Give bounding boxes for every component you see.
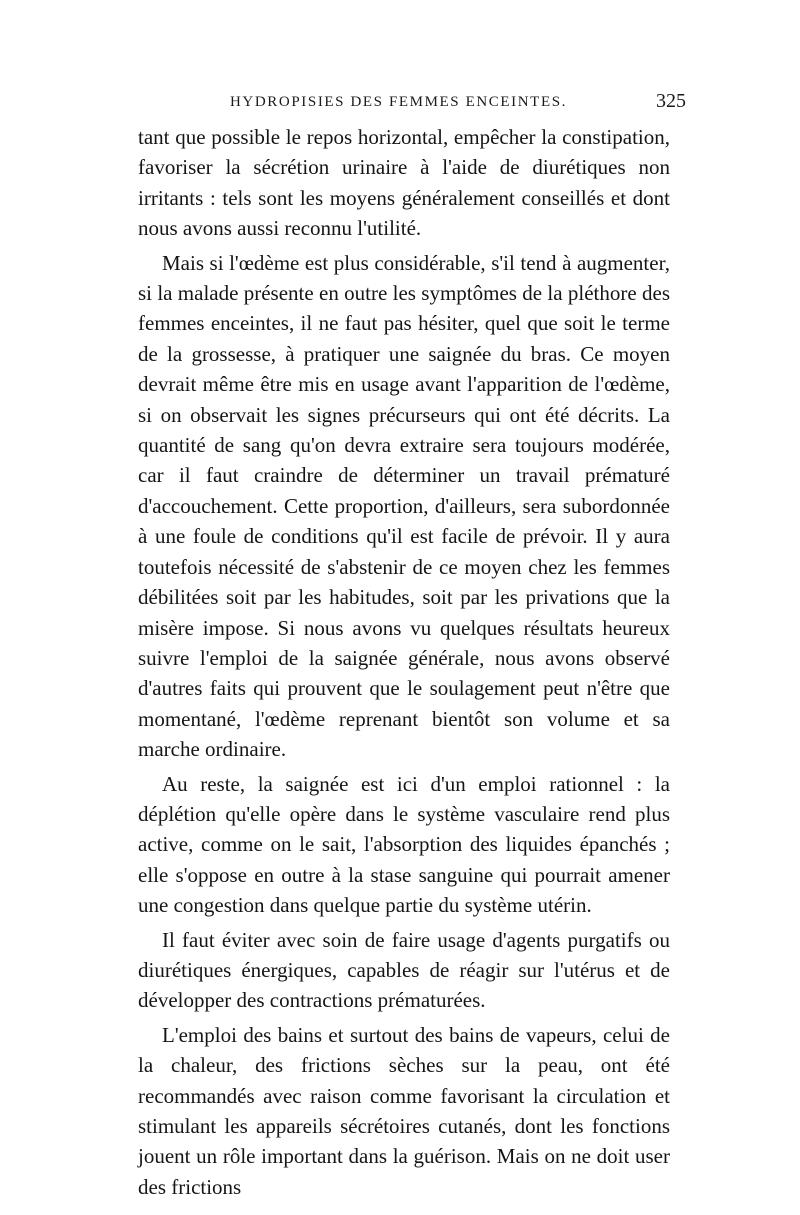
paragraph-saignee: Mais si l'œdème est plus considérable, s'il tend à augmenter, si la malade présente en outre les symptômes de la pléthore des femmes enceintes, il ne faut pas hésiter, quel que soit le terme de la grossesse, à pratiquer une saignée du bras. Ce moyen devrait même être mis en usage avant l'apparition de l'œdème, si on observait les signes précurseurs qui ont été décrits. La quantité de sang qu'on devra extraire sera toujours modérée, car il faut craindre de déterminer un travail prématuré d'accouchement. Cette proportion, d'ailleurs, sera subordonnée à une foule de conditions qu'il est facile de prévoir. Il y aura toutefois nécessité de s'abstenir de ce moyen chez les femmes débilitées soit par les habitudes, soit par les privations que la misère impose. Si nous avons vu quelques résultats heureux suivre l'emploi de la saignée générale, nous avons observé d'autres faits qui prouvent que le soulagement peut n'être que momentané, l'œdème reprenant bientôt son volume et sa marche ordinaire. xyxy=(138,250,670,762)
page-number: 325 xyxy=(656,90,686,112)
running-title: HYDROPISIES DES FEMMES ENCEINTES. xyxy=(230,94,567,110)
paragraph-purgatifs: Il faut éviter avec soin de faire usage d'agents purgatifs ou diurétiques énergiques, capables de réagir sur l'utérus et de développer des contractions prématurées. xyxy=(138,927,670,1013)
paragraph-continuation: tant que possible le repos horizontal, empêcher la constipation, favoriser la sécrétion urinaire à l'aide de diurétiques non irritants : tels sont les moyens généralement conseillés et dont nous avons aussi reconnu l'utilité. xyxy=(138,125,670,241)
body-text xyxy=(138,122,670,1206)
paragraph-au-reste: Au reste, la saignée est ici d'un emploi rationnel : la déplétion qu'elle opère dans le système vasculaire rend plus active, comme on le sait, l'absorption des liquides épanchés ; elle s'oppose en outre à la stase sanguine qui pourrait amener une congestion dans quelque partie du système utérin. xyxy=(138,771,670,918)
paragraph-bains: L'emploi des bains et surtout des bains de vapeurs, celui de la chaleur, des frictions sèches sur la peau, ont été recommandés avec raison comme favorisant la circulation et stimulant les appareils sécrétoires cutanés, dont les fonctions jouent un rôle important dans la guérison. Mais on ne doit user des frictions xyxy=(138,1022,670,1199)
